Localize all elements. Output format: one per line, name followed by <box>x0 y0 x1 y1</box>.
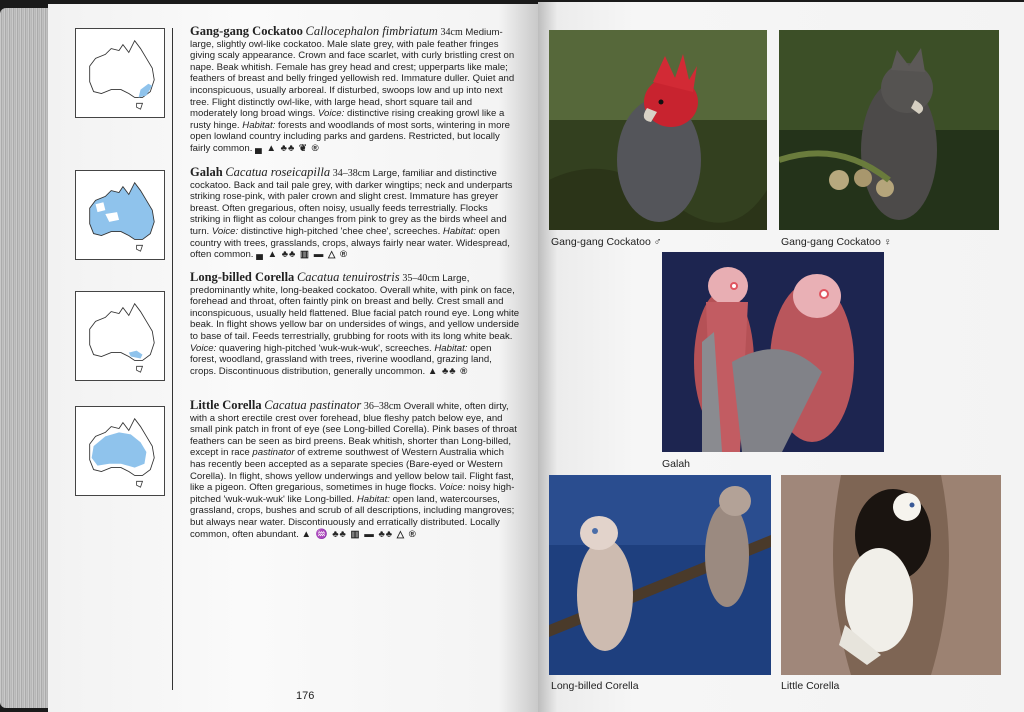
distribution-map-galah <box>75 170 165 260</box>
distribution-map-gang-gang <box>75 28 165 118</box>
description: Large, familiar and distinctive cockatoo. Back and tail pale grey, with darker wingtips; neck and underparts striking rose-pink, with paler crown and slight crest. Immature has greyer breast. Often gregarious, often noisy, usually feeds terrestrially. Flocks striking in flight as colour changes from pink to grey as the birds wheel and turn. <box>190 168 513 237</box>
distribution-map-long-billed-corella <box>75 291 165 381</box>
voice-label: Voice: <box>439 482 466 494</box>
description: Large, predominantly white, long-beaked cockatoo. Overall white, with pink on face, forehead and throat, often faintly pink on breast and belly. Crest small and inconspicuous, usually held flattened. Blue facial patch round eye. Long white beak. In flight shows yellow bar on undersides of wings, and yellow underside to base of tail. Feeds terrestrially, grubbing for roots with its long white beak. <box>190 273 520 342</box>
habitat-text: open forest, woodland, grassland with trees, riverine woodland, grazing land, crops. Discontinuous distribution, generally uncommon. <box>190 342 492 377</box>
description-continued: of extreme southwest of Western Australia which has recently been accepted as a separate species (Bare-eyed or Western Corella). In flight, shows yellow underwings and yellow below tail. Flight fast, like a pigeon. Often gregarious, sometimes in huge flocks. <box>190 447 514 494</box>
voice-label: Voice: <box>211 225 239 237</box>
species-name: Gang-gang Cockatoo <box>190 24 303 38</box>
size: 34–38cm <box>332 168 370 179</box>
size: 36–38cm <box>363 401 402 412</box>
caption-gang-gang-female: Gang-gang Cockatoo ♀ <box>781 236 892 248</box>
caption-galah: Galah <box>662 458 691 470</box>
voice-label: Voice: <box>190 342 217 354</box>
species-entry-galah <box>190 167 520 261</box>
photo-gang-gang-female <box>779 30 999 230</box>
page-number: 176 <box>296 690 315 702</box>
habitat-symbols: ▲ ♒ ♣♣ ▥ ▬ ♣♣ △ ® <box>301 528 417 540</box>
scientific-name: Callocephalon fimbriatum <box>305 24 438 38</box>
scientific-name: Cacatua tenuirostris <box>296 270 400 284</box>
species-name: Little Corella <box>190 398 262 412</box>
habitat-symbols: ▄ ▲ ♣♣ ▥ ▬ △ ® <box>256 249 349 261</box>
species-entry-long-billed-corella <box>190 272 520 377</box>
habitat-text: forests and woodlands of most sorts, wintering in more open lowland country including parks and gardens. Restricted, but locally fairly common. <box>190 119 510 154</box>
species-entry-gang-gang <box>190 26 520 155</box>
habitat-text: open land, watercourses, grassland, crops, bushes and scrub of all descriptions, including mangroves; but always near water. Discontinuously and erratically distributed. Locally common, often abundant. <box>190 493 515 540</box>
photo-gang-gang-male <box>549 30 767 230</box>
voice-text: distinctive high-pitched 'chee chee', screeches. <box>240 225 441 237</box>
caption-gang-gang-male: Gang-gang Cockatoo ♂ <box>551 236 662 248</box>
description: Medium-large, slightly owl-like cockatoo. Male slate grey, with pale feather fringes giving scaly appearance. Crown and face scarlet, with curly bristling crest on nape. Beak whitish. Female has grey head and crest; upperparts like male; feathers of breast and belly fringed yellowish red. Immature duller. Quiet and inconspicuous, usually arboreal. If disturbed, swoops low and up into next tree. Flight distinctly owl-like, with large head, short square tail and moderately long broad wings. <box>190 27 515 120</box>
species-name: Galah <box>190 165 223 179</box>
size: 34cm <box>440 27 463 38</box>
habitat-label: Habitat: <box>442 225 476 237</box>
description: Overall white, often dirty, with a short erectile crest over forehead, blue fleshy patch below eye, and small pink patch in front of eye (see Long-billed Corella). Pink bases of throat feathers can be seen as bird preens. Beak whitish, shorter than Long-billed, except in race <box>190 401 517 459</box>
scientific-name: Cacatua roseicapilla <box>225 165 331 179</box>
species-name: Long-billed Corella <box>190 270 295 284</box>
voice-text: quavering high-pitched 'wuk-wuk-wuk', screeches. <box>218 342 432 354</box>
habitat-label: Habitat: <box>356 493 390 505</box>
voice-text: noisy high-pitched 'wuk-wuk-wuk' like Long-billed. <box>190 482 515 505</box>
habitat-label: Habitat: <box>434 342 468 354</box>
photo-galah <box>662 252 884 452</box>
caption-little-corella: Little Corella <box>781 680 840 692</box>
race-name: pastinator <box>252 447 295 459</box>
scientific-name: Cacatua pastinator <box>264 398 362 412</box>
habitat-label: Habitat: <box>242 119 276 131</box>
photo-long-billed-corella <box>549 475 771 675</box>
caption-long-billed-corella: Long-billed Corella <box>551 680 639 692</box>
habitat-symbols: ▄ ▲ ♣♣ ❦ ® <box>255 142 320 154</box>
size: 35–40cm <box>402 273 440 284</box>
habitat-symbols: ▲ ♣♣ ® <box>427 365 469 377</box>
distribution-map-little-corella <box>75 406 165 496</box>
book-page-edges <box>0 8 52 708</box>
voice-text: distinctive rising creaking growl like a rusty hinge. <box>190 108 505 131</box>
voice-label: Voice: <box>318 108 345 120</box>
photo-little-corella <box>781 475 1001 675</box>
species-entry-little-corella <box>190 400 520 540</box>
column-divider <box>172 28 173 690</box>
habitat-text: open country with trees, grasslands, crops, always fairly near water. Widespread, often common. <box>190 225 510 261</box>
